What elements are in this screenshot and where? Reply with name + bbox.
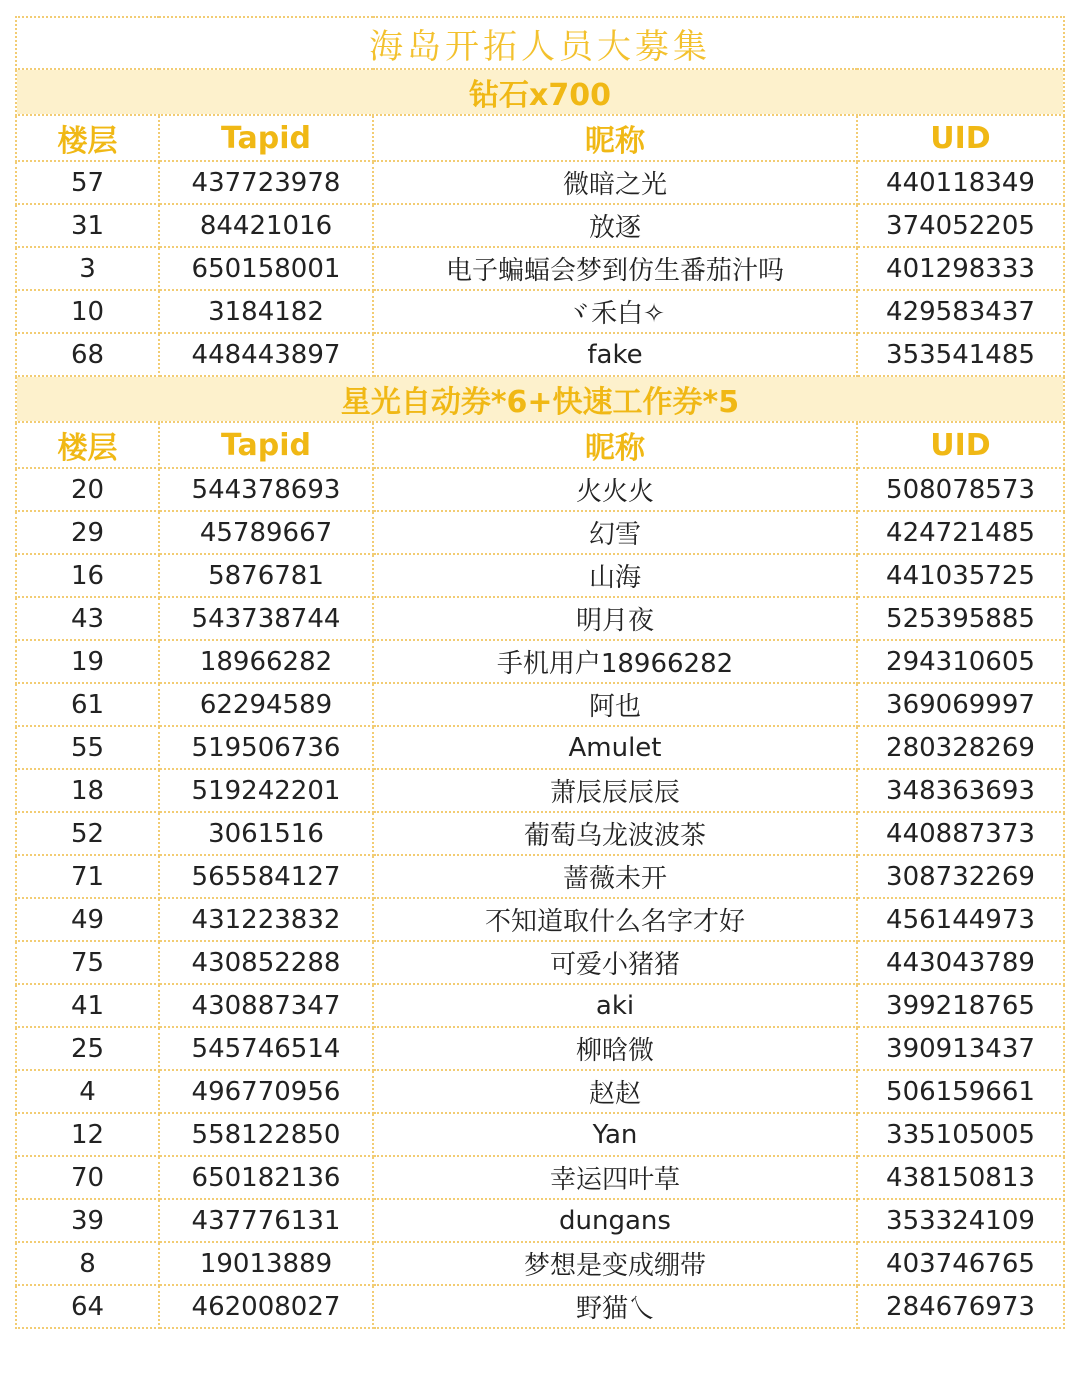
table-row — [16, 855, 1064, 898]
column-header-row — [16, 422, 1064, 468]
uid-cell: 369069997 — [857, 683, 1064, 726]
uid-cell: 335105005 — [857, 1113, 1064, 1156]
table-row — [16, 333, 1064, 376]
column-header-uid: UID — [857, 115, 1064, 161]
tapid-cell: 448443897 — [159, 333, 373, 376]
table-row — [16, 769, 1064, 812]
nickname-cell: 手机用户18966282 — [373, 640, 857, 683]
table-row — [16, 683, 1064, 726]
nickname-cell: 电子蝙蝠会梦到仿生番茄汁吗 — [373, 247, 857, 290]
floor-cell: 41 — [16, 984, 159, 1027]
tapid-cell: 431223832 — [159, 898, 373, 941]
uid-cell: 506159661 — [857, 1070, 1064, 1113]
column-header-row — [16, 115, 1064, 161]
tapid-cell: 430887347 — [159, 984, 373, 1027]
floor-cell: 71 — [16, 855, 159, 898]
floor-cell: 68 — [16, 333, 159, 376]
uid-cell: 399218765 — [857, 984, 1064, 1027]
tapid-cell: 84421016 — [159, 204, 373, 247]
nickname-cell: 山海 — [373, 554, 857, 597]
nickname-cell: ヾ禾白✧ — [373, 290, 857, 333]
floor-cell: 49 — [16, 898, 159, 941]
table-row — [16, 290, 1064, 333]
uid-cell: 508078573 — [857, 468, 1064, 511]
floor-cell: 39 — [16, 1199, 159, 1242]
tapid-cell: 3184182 — [159, 290, 373, 333]
column-header-floor: 楼层 — [16, 422, 159, 468]
floor-cell: 75 — [16, 941, 159, 984]
recruitment-table — [15, 16, 1065, 1329]
section-header-row — [16, 376, 1064, 422]
uid-cell: 424721485 — [857, 511, 1064, 554]
table-row — [16, 1242, 1064, 1285]
uid-cell: 525395885 — [857, 597, 1064, 640]
table-row — [16, 1199, 1064, 1242]
floor-cell: 61 — [16, 683, 159, 726]
floor-cell: 8 — [16, 1242, 159, 1285]
table-row — [16, 1285, 1064, 1328]
nickname-cell: Yan — [373, 1113, 857, 1156]
table-row — [16, 1113, 1064, 1156]
floor-cell: 52 — [16, 812, 159, 855]
nickname-cell: 梦想是变成绷带 — [373, 1242, 857, 1285]
column-header-nickname: 昵称 — [373, 115, 857, 161]
floor-cell: 12 — [16, 1113, 159, 1156]
table-row — [16, 161, 1064, 204]
uid-cell: 401298333 — [857, 247, 1064, 290]
tapid-cell: 543738744 — [159, 597, 373, 640]
floor-cell: 25 — [16, 1027, 159, 1070]
nickname-cell: 阿也 — [373, 683, 857, 726]
floor-cell: 18 — [16, 769, 159, 812]
uid-cell: 440887373 — [857, 812, 1064, 855]
floor-cell: 64 — [16, 1285, 159, 1328]
uid-cell: 308732269 — [857, 855, 1064, 898]
uid-cell: 353541485 — [857, 333, 1064, 376]
tapid-cell: 462008027 — [159, 1285, 373, 1328]
floor-cell: 20 — [16, 468, 159, 511]
uid-cell: 353324109 — [857, 1199, 1064, 1242]
floor-cell: 57 — [16, 161, 159, 204]
nickname-cell: dungans — [373, 1199, 857, 1242]
table-row — [16, 597, 1064, 640]
floor-cell: 4 — [16, 1070, 159, 1113]
table-row — [16, 941, 1064, 984]
uid-cell: 294310605 — [857, 640, 1064, 683]
section-header-row — [16, 69, 1064, 115]
nickname-cell: 柳晗微 — [373, 1027, 857, 1070]
uid-cell: 456144973 — [857, 898, 1064, 941]
column-header-tapid: Tapid — [159, 115, 373, 161]
nickname-cell: 微暗之光 — [373, 161, 857, 204]
nickname-cell: fake — [373, 333, 857, 376]
tapid-cell: 558122850 — [159, 1113, 373, 1156]
uid-cell: 374052205 — [857, 204, 1064, 247]
tapid-cell: 565584127 — [159, 855, 373, 898]
floor-cell: 10 — [16, 290, 159, 333]
floor-cell: 3 — [16, 247, 159, 290]
uid-cell: 429583437 — [857, 290, 1064, 333]
column-header-nickname: 昵称 — [373, 422, 857, 468]
tapid-cell: 430852288 — [159, 941, 373, 984]
tapid-cell: 45789667 — [159, 511, 373, 554]
tapid-cell: 650158001 — [159, 247, 373, 290]
tapid-cell: 437723978 — [159, 161, 373, 204]
nickname-cell: 不知道取什么名字才好 — [373, 898, 857, 941]
tapid-cell: 544378693 — [159, 468, 373, 511]
table-row — [16, 898, 1064, 941]
nickname-cell: 放逐 — [373, 204, 857, 247]
section-title: 星光自动券*6+快速工作券*5 — [16, 376, 1064, 422]
title-row — [16, 17, 1064, 69]
tapid-cell: 3061516 — [159, 812, 373, 855]
uid-cell: 284676973 — [857, 1285, 1064, 1328]
table-row — [16, 554, 1064, 597]
uid-cell: 443043789 — [857, 941, 1064, 984]
uid-cell: 441035725 — [857, 554, 1064, 597]
table-row — [16, 640, 1064, 683]
section-title: 钻石x700 — [16, 69, 1064, 115]
nickname-cell: 明月夜 — [373, 597, 857, 640]
floor-cell: 55 — [16, 726, 159, 769]
nickname-cell: aki — [373, 984, 857, 1027]
table-row — [16, 1070, 1064, 1113]
column-header-tapid: Tapid — [159, 422, 373, 468]
table-row — [16, 1156, 1064, 1199]
tapid-cell: 19013889 — [159, 1242, 373, 1285]
tapid-cell: 519506736 — [159, 726, 373, 769]
tapid-cell: 519242201 — [159, 769, 373, 812]
nickname-cell: 可爱小猪猪 — [373, 941, 857, 984]
nickname-cell: Amulet — [373, 726, 857, 769]
table-row — [16, 812, 1064, 855]
uid-cell: 440118349 — [857, 161, 1064, 204]
floor-cell: 70 — [16, 1156, 159, 1199]
table-row — [16, 726, 1064, 769]
uid-cell: 390913437 — [857, 1027, 1064, 1070]
table-row — [16, 511, 1064, 554]
tapid-cell: 650182136 — [159, 1156, 373, 1199]
table-row — [16, 1027, 1064, 1070]
tapid-cell: 496770956 — [159, 1070, 373, 1113]
table-row — [16, 984, 1064, 1027]
nickname-cell: 葡萄乌龙波波茶 — [373, 812, 857, 855]
uid-cell: 280328269 — [857, 726, 1064, 769]
nickname-cell: 蔷薇未开 — [373, 855, 857, 898]
nickname-cell: 赵赵 — [373, 1070, 857, 1113]
nickname-cell: 萧辰辰辰辰 — [373, 769, 857, 812]
tapid-cell: 18966282 — [159, 640, 373, 683]
table-row — [16, 247, 1064, 290]
table-row — [16, 468, 1064, 511]
nickname-cell: 幸运四叶草 — [373, 1156, 857, 1199]
column-header-floor: 楼层 — [16, 115, 159, 161]
uid-cell: 348363693 — [857, 769, 1064, 812]
nickname-cell: 火火火 — [373, 468, 857, 511]
tapid-cell: 437776131 — [159, 1199, 373, 1242]
tapid-cell: 62294589 — [159, 683, 373, 726]
tapid-cell: 545746514 — [159, 1027, 373, 1070]
sheet-title: 海岛开拓人员大募集 — [16, 17, 1064, 69]
column-header-uid: UID — [857, 422, 1064, 468]
floor-cell: 29 — [16, 511, 159, 554]
floor-cell: 31 — [16, 204, 159, 247]
nickname-cell: 幻雪 — [373, 511, 857, 554]
floor-cell: 16 — [16, 554, 159, 597]
tapid-cell: 5876781 — [159, 554, 373, 597]
uid-cell: 438150813 — [857, 1156, 1064, 1199]
floor-cell: 19 — [16, 640, 159, 683]
table-row — [16, 204, 1064, 247]
nickname-cell: 野猫乀 — [373, 1285, 857, 1328]
floor-cell: 43 — [16, 597, 159, 640]
uid-cell: 403746765 — [857, 1242, 1064, 1285]
